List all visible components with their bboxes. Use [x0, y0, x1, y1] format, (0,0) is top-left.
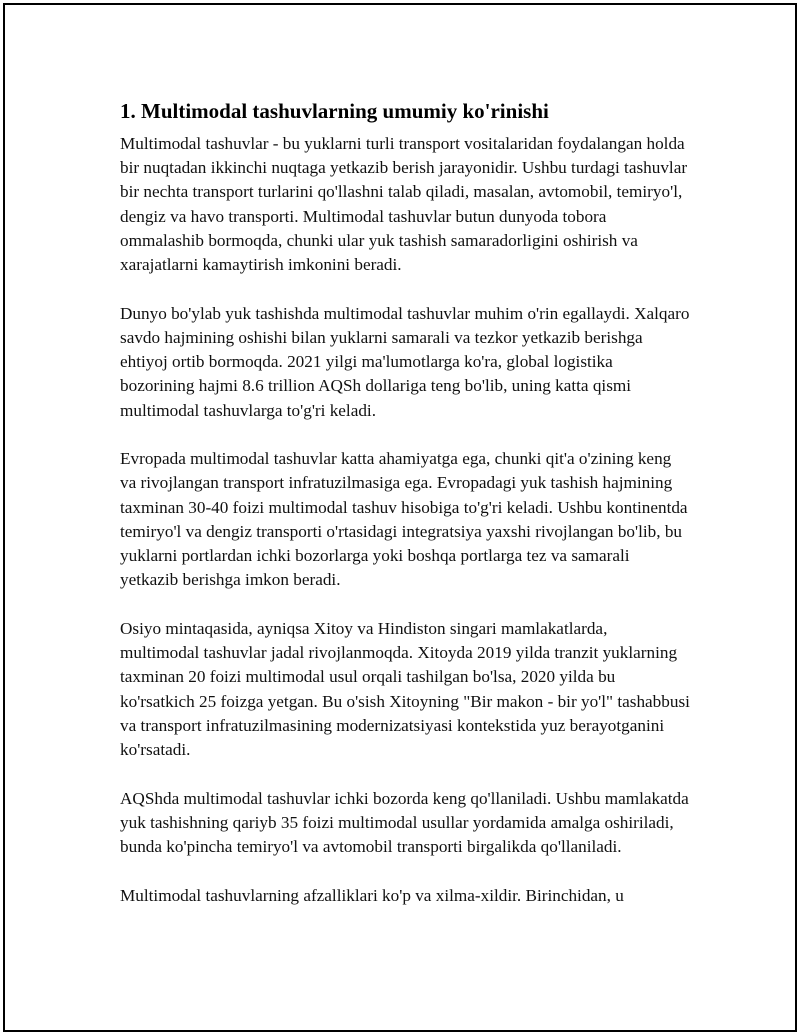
paragraph: Multimodal tashuvlarning afzalliklari ko'p va xilma-xildir. Birinchidan, u [120, 885, 624, 905]
paragraph: Multimodal tashuvlar - bu yuklarni turli transport vositalaridan foydalangan holda bir nuqtadan ikkinchi nuqtaga yetkazib berish jarayonidir. Ushbu turdagi tashuvlar bir nechta transport turlarini qo'llashni talab qiladi, masalan, avtomobil, temiryo'l, dengiz va havo transporti. Multimodal tashuvlar butun dunyoda tobora ommalashib bormoqda, chunki ular yuk tashish samaradorligini oshirish va xarajatlarni kamaytirish imkonini beradi. [120, 134, 688, 275]
paragraph: Osiyo mintaqasida, ayniqsa Xitoy va Hindiston singari mamlakatlarda, multimodal tashuvlar jadal rivojlanmoqda. Xitoyda 2019 yilda tranzit yuklarning taxminan 20 foizi multimodal usul orqali tashilgan bo'lsa, 2020 yilda bu ko'rsatkich 25 foizga yetgan. Bu o'sish Xitoyning "Bir makon - bir yo'l" tashabbusi va transport infratuzilmasining modernizatsiyasi kontekstida yuz berayotganini ko'rsatadi. [120, 618, 690, 759]
paragraph: Evropada multimodal tashuvlar katta ahamiyatga ega, chunki qit'a o'zining keng va rivojlangan transport infratuzilmasiga ega. Evropadagi yuk tashish hajmining taxminan 30-40 foizi multimodal tashuv hisobiga to'g'ri keladi. Ushbu kontinentda temiryo'l va dengiz transporti o'rtasidagi integratsiya yaxshi rivojlangan bo'lib, bu yuklarni portlardan ichki bozorlarga yoki boshqa portlarga tez va samarali yetkazib berishga imkon beradi. [120, 449, 688, 590]
section-heading: 1. Multimodal tashuvlarning umumiy ko'rinishi [120, 99, 549, 123]
document-body [120, 97, 690, 932]
paragraph: AQShda multimodal tashuvlar ichki bozorda keng qo'llaniladi. Ushbu mamlakatda yuk tashishning qariyb 35 foizi multimodal usullar yordamida amalga oshiriladi, bunda ko'pincha temiryo'l va avtomobil transporti birgalikda qo'llaniladi. [120, 788, 689, 857]
page-frame [3, 3, 797, 1032]
paragraph: Dunyo bo'ylab yuk tashishda multimodal tashuvlar muhim o'rin egallaydi. Xalqaro savdo hajmining oshishi bilan yuklarni samarali va tezkor yetkazib berishga ehtiyoj ortib bormoqda. 2021 yilgi ma'lumotlarga ko'ra, global logistika bozorining hajmi 8.6 trillion AQSh dollariga teng bo'lib, uning katta qismi multimodal tashuvlarga to'g'ri keladi. [120, 303, 690, 420]
